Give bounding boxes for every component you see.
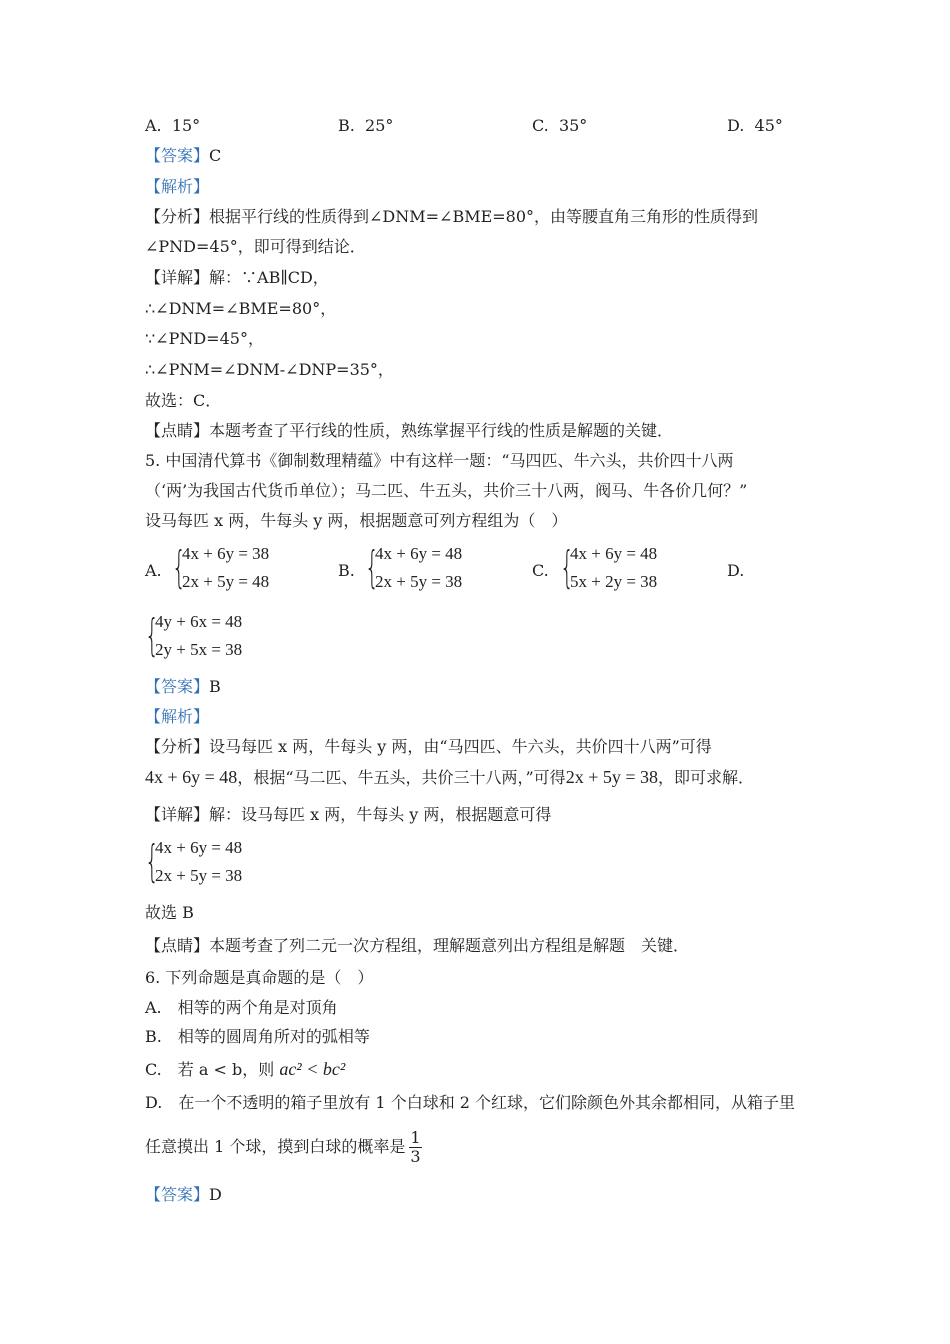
fraction: [409, 1129, 421, 1166]
answer-line: [145, 145, 221, 167]
detail-line: [145, 267, 329, 289]
q6-option-a: A. 相等的两个角是对顶角: [145, 998, 338, 1017]
equation: 2x + 5y = 38: [565, 767, 658, 787]
brace-icon: {: [145, 610, 159, 661]
analysis-label: 【解析】: [145, 177, 210, 196]
equation: 4x + 6y = 48: [155, 838, 243, 857]
equation: 2y + 5x = 38: [155, 640, 243, 659]
option-b: [338, 115, 393, 137]
q5-stem-3: 设马每匹 x 两，牛每头 y 两，根据题意可列方程组为（ ）: [145, 511, 568, 530]
fenxi-line-1: [145, 206, 758, 228]
fenxi-line-2: ∠PND=45°，即可得到结论．: [145, 237, 366, 256]
equation: 4x + 6y = 48: [145, 767, 238, 787]
brace-icon: {: [365, 542, 379, 593]
option-letter: A.: [145, 116, 162, 135]
brace-icon: {: [145, 836, 159, 887]
fenxi-label: 【分析】: [145, 207, 210, 226]
equation: ac² < bc²: [279, 1059, 346, 1079]
step-2: ∵∠PND=45°，: [145, 329, 264, 348]
detail-label: 【详解】: [145, 268, 210, 287]
q5-stem-2: （‘两’为我国古代货币单位）；马二匹、牛五头，共价三十八两，阀马、牛各价几何？”: [145, 481, 748, 500]
equation: 5x + 2y = 38: [570, 572, 658, 591]
q5-detail-line: [145, 804, 551, 826]
comment-text: 本题考查了平行线的性质，熟练掌握平行线的性质是解题的关键．: [209, 421, 674, 440]
q6-stem: 6. 下列命题是真命题的是（ ）: [145, 968, 374, 987]
q6-option-d-line-2: [145, 1127, 422, 1167]
brace-icon: {: [172, 542, 186, 593]
answer-label: 【答案】: [145, 677, 210, 696]
answer-label: 【答案】: [145, 1185, 210, 1204]
comment-line: [145, 420, 673, 442]
q5-option-c-system: [560, 540, 657, 596]
choose-line: 故选：C．: [145, 391, 222, 410]
option-text: 15°: [171, 116, 201, 135]
step-3: ∴∠PNM=∠DNM-∠DNP=35°，: [145, 360, 394, 379]
option-c: [532, 115, 587, 137]
option-letter: D.: [727, 116, 745, 135]
q5-option-c-letter: C.: [532, 561, 549, 580]
equation: 4x + 6y = 38: [182, 544, 270, 563]
q5-option-b-letter: B.: [338, 561, 355, 580]
equation: 2x + 5y = 48: [182, 572, 270, 591]
equation: 4x + 6y = 48: [570, 544, 658, 563]
option-text: 35°: [558, 116, 588, 135]
q6-option-c: [145, 1058, 345, 1081]
comment-label: 【点睛】: [145, 421, 210, 440]
option-text: 25°: [365, 116, 394, 135]
q5-option-b-system: [365, 540, 462, 596]
fenxi-text: ，即可求解．: [658, 768, 755, 787]
comment-label: 【点睛】: [145, 936, 210, 955]
detail-text: 解：设马每匹 x 两，牛每头 y 两，根据题意可得: [209, 805, 552, 824]
q5-option-a-letter: A.: [145, 561, 162, 580]
q6-option-b: B. 相等的圆周角所对的弧相等: [145, 1027, 370, 1046]
option-letter: C.: [532, 116, 549, 135]
q5-analysis-label: 【解析】: [145, 707, 210, 726]
answer-label: 【答案】: [145, 146, 210, 165]
fraction-denominator: 3: [410, 1147, 421, 1166]
option-d: [727, 115, 783, 137]
q5-option-d-letter: D.: [727, 561, 745, 580]
detail-text: 解：∵AB∥CD，: [209, 268, 329, 287]
q5-detail-system: [145, 834, 242, 890]
detail-label: 【详解】: [145, 805, 210, 824]
q5-option-d-system: [145, 608, 242, 664]
brace-icon: {: [560, 542, 574, 593]
equation: 4y + 6x = 48: [155, 612, 243, 631]
q6-option-d-line-1: D. 在一个不透明的箱子里放有 1 个白球和 2 个红球，它们除颜色外其余都相同，从箱子里: [145, 1093, 796, 1112]
q5-fenxi-line-1: [145, 736, 712, 758]
fraction-numerator: 1: [410, 1128, 421, 1147]
answer-value: C: [209, 146, 222, 165]
option-text: 45°: [754, 116, 783, 135]
q5-choose-line: 故选 B: [145, 903, 194, 922]
equation: 2x + 5y = 38: [375, 572, 463, 591]
answer-value: D: [209, 1185, 222, 1204]
comment-text: 本题考查了列二元一次方程组，理解题意列出方程组是解题 关键．: [209, 936, 690, 955]
step-1: ∴∠DNM=∠BME=80°，: [145, 299, 337, 318]
q6-answer-line: [145, 1184, 222, 1206]
fenxi-text: ，根据“马二匹、牛五头，共价三十八两，”可得: [237, 768, 566, 787]
q5-stem-1: 5. 中国清代算书《御制数理精蕴》中有这样一题：“马四匹、牛六头，共价四十八两: [145, 451, 734, 470]
fenxi-text: 设马每匹 x 两，牛每头 y 两，由“马四匹、牛六头，共价四十八两”可得: [209, 737, 712, 756]
fenxi-label: 【分析】: [145, 737, 210, 756]
q5-answer-line: [145, 676, 221, 698]
option-text: 任意摸出 1 个球，摸到白球的概率是: [145, 1137, 406, 1156]
equation: 2x + 5y = 38: [155, 866, 243, 885]
option-text: C. 若 a < b，则: [145, 1060, 275, 1079]
q5-fenxi-line-2: [145, 766, 754, 789]
q5-option-a-system: [172, 540, 269, 596]
answer-value: B: [209, 677, 221, 696]
q5-comment-line: [145, 935, 689, 957]
option-a: [145, 115, 200, 137]
equation: 4x + 6y = 48: [375, 544, 463, 563]
fenxi-text: 根据平行线的性质得到∠DNM=∠BME=80°，由等腰直角三角形的性质得到: [209, 207, 759, 226]
option-letter: B.: [338, 116, 355, 135]
